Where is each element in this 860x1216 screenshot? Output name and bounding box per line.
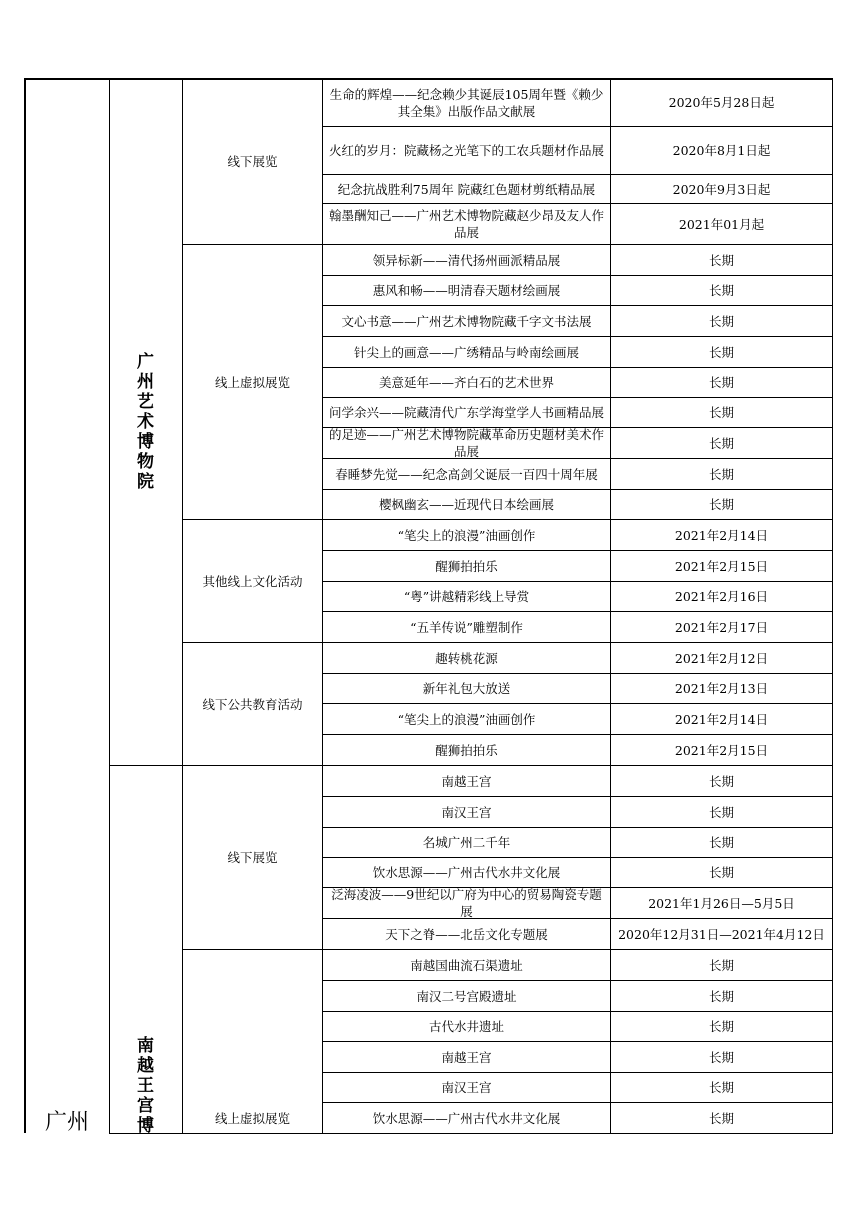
exhibition-date: 2021年2月14日 [674,527,769,543]
exhibition-date: 2021年1月26日—5月5日 [648,895,795,911]
table-rule [24,78,26,1133]
exhibition-date: 长期 [708,988,734,1004]
exhibition-date: 长期 [708,804,734,820]
exhibition-title: “笔尖上的浪漫”油画创作 [397,711,536,727]
exhibition-title: “五羊传说”雕塑制作 [410,619,523,635]
exhibition-title: 古代水井遗址 [428,1019,504,1034]
exhibition-date: 长期 [708,1080,734,1095]
exhibition-title: 翰墨酬知己——广州艺术博物院藏赵少昂及友人作品展 [328,208,604,240]
category-label: 线下展览 [227,154,278,169]
exhibition-title: 文心书意——广州艺术博物院藏千字文书法展 [341,313,592,329]
exhibition-date: 长期 [708,1110,734,1126]
exhibition-title: “粤”讲越精彩线上导赏 [403,589,530,604]
exhibition-date: 长期 [708,1049,734,1065]
exhibition-title: 南汉二号宫殿遗址 [416,988,517,1004]
exhibition-date: 长期 [708,957,734,973]
exhibition-date: 长期 [708,865,734,880]
exhibition-date: 2021年2月13日 [674,681,769,696]
exhibition-title: 惠风和畅——明清春天题材绘画展 [372,283,561,298]
exhibition-date: 2020年8月1日起 [672,143,771,158]
exhibition-title: “笔尖上的浪漫”油画创作 [397,527,536,543]
table-rule [322,1133,833,1134]
exhibition-title: 名城广州二千年 [422,835,511,850]
exhibition-title: 领异标新——清代扬州画派精品展 [372,252,561,268]
exhibition-date: 2020年9月3日起 [672,181,771,197]
exhibition-title: 泛海凌波——9世纪以广府为中心的贸易陶瓷专题展 [331,888,602,918]
category-label: 线下公共教育活动 [202,696,303,712]
table-rule [832,78,833,1133]
exhibition-title: 南越王宫 [441,1049,492,1065]
exhibition-date: 长期 [708,283,734,298]
exhibition-title: 春睡梦先觉——纪念高剑父诞辰一百四十周年展 [335,466,598,482]
exhibition-title: 生命的辉煌——纪念赖少其诞辰105周年暨《赖少其全集》出版作品文献展 [329,86,604,119]
exhibition-date: 长期 [708,344,734,360]
table-rule [109,765,182,766]
exhibition-title: 天下之脊——北岳文化专题展 [385,926,548,942]
exhibition-date: 2021年2月16日 [674,589,769,604]
exhibition-date: 长期 [708,1019,734,1034]
exhibition-date: 2020年5月28日起 [668,95,775,110]
exhibition-date: 长期 [708,405,734,420]
exhibition-title: 火红的岁月：院藏杨之光笔下的工农兵题材作品展 [328,143,604,158]
exhibition-date: 2020年12月31日—2021年4月12日 [618,926,825,942]
category-label: 线下展览 [227,850,278,865]
exhibition-date: 长期 [708,835,734,850]
exhibition-title: 樱枫幽玄——近现代日本绘画展 [378,497,554,512]
exhibition-date: 长期 [708,497,734,512]
exhibition-title: 饮水思源——广州古代水井文化展 [372,1110,561,1126]
venue-name: 广州艺术博物院 [137,352,154,492]
exhibition-title: 美意延年——齐白石的艺术世界 [378,375,554,390]
exhibition-date: 长期 [708,466,734,482]
exhibition-date: 2021年2月17日 [674,619,769,635]
exhibition-date: 长期 [708,313,734,329]
category-label: 线上虚拟展览 [214,1110,290,1126]
exhibition-date: 长期 [708,435,734,451]
exhibition-date: 2021年2月15日 [674,742,769,758]
city-label: 广州 [45,1110,90,1135]
exhibition-title: 纪念抗战胜利75周年 院藏红色题材剪纸精品展 [337,181,596,197]
exhibition-title: 新年礼包大放送 [422,681,511,696]
table-rule [109,78,110,1133]
category-label: 其他线上文化活动 [202,573,303,589]
exhibition-title: 南汉王宫 [441,804,492,820]
exhibition-title: 问学余兴——院藏清代广东学海堂学人书画精品展 [328,405,604,420]
exhibition-title: 南越国曲流石渠遗址 [410,957,523,973]
exhibition-date: 2021年2月15日 [674,558,769,574]
exhibition-title: 的足迹——广州艺术博物院藏革命历史题材美术作品展 [328,428,604,458]
exhibition-title: 南越王宫 [441,773,492,789]
exhibition-title: 饮水思源——广州古代水井文化展 [372,865,561,880]
exhibition-title: 醒狮拍拍乐 [435,558,498,574]
exhibition-date: 长期 [708,375,734,390]
exhibition-date: 2021年2月14日 [674,711,769,727]
exhibition-title: 趣转桃花源 [435,650,498,666]
exhibition-date: 2021年01月起 [678,216,765,232]
exhibition-date: 长期 [708,773,734,789]
exhibition-date: 2021年2月12日 [674,650,769,666]
exhibition-title: 针尖上的画意——广绣精品与岭南绘画展 [353,344,579,360]
exhibition-title: 南汉王宫 [441,1080,492,1095]
exhibition-date: 长期 [708,252,734,268]
table-rule [182,949,322,950]
table-rule [182,1133,322,1134]
exhibition-title: 醒狮拍拍乐 [435,742,498,758]
category-label: 线上虚拟展览 [214,374,290,390]
venue-name: 南越王宫博 [137,1036,154,1136]
